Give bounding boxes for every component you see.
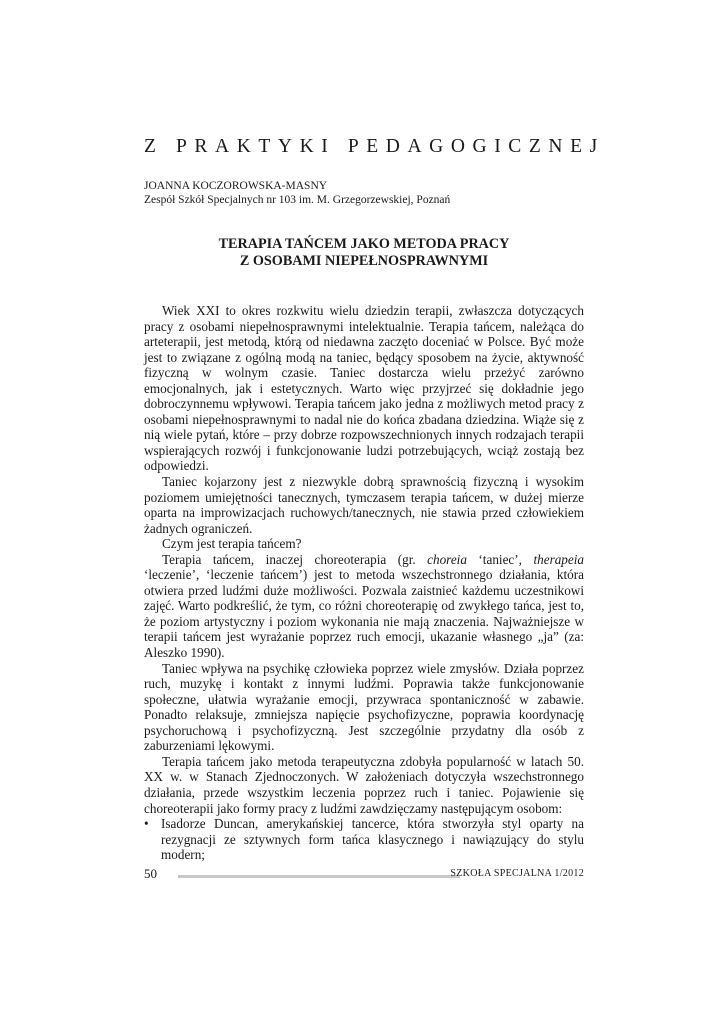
paragraph: Wiek XXI to okres rozkwitu wielu dziedzin terapii, zwłaszcza dotyczących pracy z osobami niepełnosprawnymi intelektualnie. Terapia tańcem, należąca do arteterapii, jest metodą, którą od niedawna zaczęto doceniać w Polsce. Być może jest to związane z ogólną modą na taniec, będący sposobem na życie, aktywność fizyczną w wolnym czasie. Taniec dostarcza wielu przeżyć zarówno emocjonalnych, jak i estetycznych. Warto więc przyjrzeć się dokładnie jego dobroczynnemu wpływowi. Terapia tańcem jako jedna z możliwych metod pracy z osobami niepełnosprawnymi to nadal nie do końca zbadana dziedzina. Wiąże się z nią wiele pytań, które – przy dobrze rozpowszechnionych innych rodzajach terapii wspierających rozwój i funkcjonowanie ludzi potrzebujących, wciąż zostają bez odpowiedzi. [144, 303, 584, 474]
greek-term: therapeia [533, 551, 585, 567]
list-item-text: Isadorze Duncan, amerykańskiej tancerce, która stworzyła styl oparty na rezygnacji ze sztywnych form tańca klasycznego i nawiązujący do stylu modern; [161, 816, 584, 863]
bullet-icon: • [144, 816, 149, 832]
paragraph: Czym jest terapia tańcem? [162, 536, 302, 552]
paragraph: Taniec wpływa na psychikę człowieka poprzez wiele zmysłów. Działa poprzez ruch, muzykę i kontakt z innymi ludźmi. Poprawia także funkcjonowanie społeczne, ułatwia wyrażanie emocji, przywraca spontaniczność w zabawie. Ponadto relaksuje, zmniejsza napięcie psychofizyczne, poprawia koordynację psychoruchową i psychofizyczną. Jest szczególnie przydatny dla osób z zaburzeniami lękowymi. [144, 660, 584, 754]
section-title: Z PRAKTYKI PEDAGOGICZNEJ [144, 136, 605, 157]
list-item [144, 816, 584, 863]
author-affiliation: Zespół Szkół Specjalnych nr 103 im. M. Grzegorzewskiej, Poznań [144, 194, 451, 206]
paragraph: Terapia tańcem jako metoda terapeutyczna zdobyła popularność w latach 50. XX w. w Stanach Zjednoczonych. W założeniach dotyczyła wszechstronnego działania, przede wszystkim leczenia poprzez ruch i taniec. Pojawienie się choreoterapii jako formy pracy z ludźmi zawdzięczamy następującym osobom: [144, 753, 584, 816]
paragraph-text: ‘taniec’, [466, 551, 534, 567]
page-number: 50 [144, 866, 157, 881]
paragraph: Taniec kojarzony jest z niezwykle dobrą sprawnością fizyczną i wysokim poziomem umiejętności tanecznych, tymczasem terapia tańcem, w dużej mierze oparta na improwizacjach ruchowych/tanecznych, nie stawia przed człowiekiem żadnych ograniczeń. [144, 474, 584, 536]
page-footer [144, 866, 584, 884]
footer-divider [178, 875, 460, 878]
paragraph [144, 552, 584, 661]
article-title-line-2: Z OSOBAMI NIEPEŁNOSPRAWNYMI [239, 253, 489, 269]
paragraph-text: ‘leczenie’, ‘leczenie tańcem’) jest to metoda wszechstronnego działania, która otwiera przed ludźmi duże możliwości. Pozwala zaistnieć każdemu uczestnikowi zajęć. Warto podkreślić, że tym, co różni choreoterapię od zwykłego tańca, jest to, że poziom artystyczny i poziom wykonania nie mają znaczenia. Najważniejsze w terapii tańcem jest wyrażanie poprzez ruch emocji, ukazanie własnego „ja” (za: Aleszko 1990). [144, 567, 584, 661]
author-name: JOANNA KOCZOROWSKA-MASNY [144, 180, 328, 192]
article-title [144, 236, 584, 270]
bullet-list [144, 816, 584, 863]
paragraph-text: Terapia tańcem, inaczej choreoterapia (gr. [162, 551, 428, 567]
journal-name: SZKOŁA SPECJALNA 1/2012 [450, 868, 584, 879]
greek-term: choreia [427, 551, 467, 567]
article-title-line-1: TERAPIA TAŃCEM JAKO METODA PRACY [218, 236, 510, 252]
article-body [144, 303, 584, 863]
